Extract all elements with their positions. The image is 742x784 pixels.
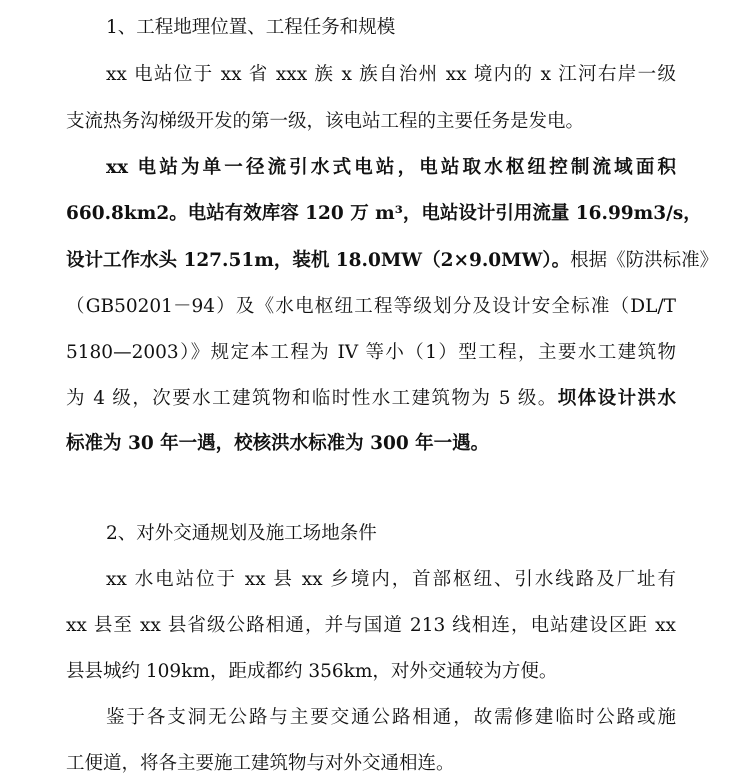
section-2-paragraph-2-line: 鉴于各支洞无公路与主要交通公路相通，故需修建临时公路或施 bbox=[106, 707, 676, 728]
section-1-paragraph-1-line: xx 电站位于 xx 省 xxx 族 x 族自治州 xx 境内的 x 江河右岸一级 bbox=[106, 64, 676, 85]
section-1-paragraph-2-line: 标准为 30 年一遇，校核洪水标准为 300 年一遇。 bbox=[66, 433, 490, 454]
section-2-paragraph-1-line: xx 县至 xx 县省级公路相通，并与国道 213 线相连，电站建设区距 xx bbox=[66, 615, 676, 636]
section-1-paragraph-1-line: 支流热务沟梯级开发的第一级，该电站工程的主要任务是发电。 bbox=[66, 111, 585, 132]
section-2-paragraph-1-line: xx 水电站位于 xx 县 xx 乡境内，首部枢纽、引水线路及厂址有 bbox=[106, 569, 676, 590]
section-1-paragraph-2-line: 660.8km2。电站有效库容 120 万 m³，电站设计引用流量 16.99m3/s， bbox=[66, 203, 702, 224]
flood-standard-ref-text: 根据《防洪标准》 bbox=[570, 250, 719, 271]
design-head-text: 设计工作水头 127.51m，装机 18.0MW（2×9.0MW）。 bbox=[66, 250, 571, 271]
section-1-paragraph-2-line: （GB50201－94）及《水电枢纽工程等级划分及设计安全标准（DL/T bbox=[66, 296, 676, 317]
section-1-paragraph-2-line bbox=[66, 248, 719, 274]
dam-flood-standard-text: 坝体设计洪水 bbox=[557, 388, 676, 409]
section-1-paragraph-2-line bbox=[66, 386, 676, 412]
section-2-paragraph-2-line: 工便道，将各主要施工建筑物与对外交通相连。 bbox=[66, 753, 455, 774]
section-1-paragraph-2-line: xx 电站为单一径流引水式电站，电站取水枢纽控制流域面积 bbox=[106, 157, 676, 178]
section-1-paragraph-2-line: 5180—2003）》规定本工程为 IV 等小（1）型工程，主要水工建筑物 bbox=[66, 342, 676, 363]
section-2-heading: 2、对外交通规划及施工场地条件 bbox=[106, 523, 377, 544]
section-1-heading: 1、工程地理位置、工程任务和规模 bbox=[106, 17, 396, 38]
building-grade-text: 为 4 级，次要水工建筑物和临时性水工建筑物为 5 级。 bbox=[66, 388, 558, 409]
section-2-paragraph-1-line: 县县城约 109km，距成都约 356km，对外交通较为方便。 bbox=[66, 661, 558, 682]
